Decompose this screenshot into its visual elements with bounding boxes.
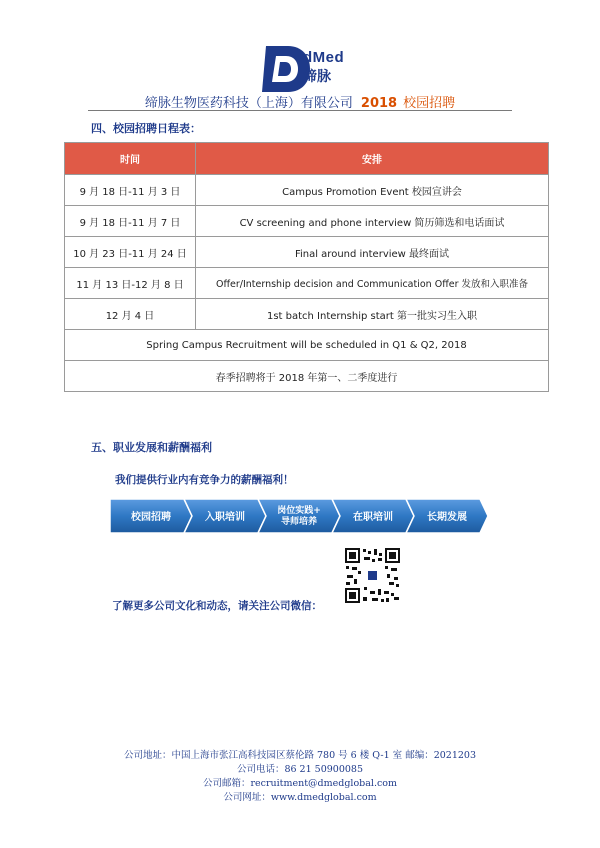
career-step-label: 在职培训 xyxy=(353,512,393,523)
company-name: 缔脉生物医药科技（上海）有限公司 xyxy=(144,96,353,111)
cell-plan: Offer/Internship decision and Communication Offer 发放和入职准备 xyxy=(196,268,549,299)
career-step xyxy=(406,499,488,533)
schedule-section-title: 四、校园招聘日程表： xyxy=(91,122,201,135)
career-step-label: 入职培训 xyxy=(205,512,245,523)
cell-plan: Final around interview 最终面试 xyxy=(196,237,549,268)
footer-address: 公司地址：中国上海市张江高科技园区蔡伦路 780 号 6 楼 Q-1 室 邮编：2021203 xyxy=(123,750,477,761)
header-year: 2018 xyxy=(360,96,398,111)
table-header-row xyxy=(65,143,549,175)
header-title xyxy=(0,92,600,111)
career-step xyxy=(110,499,192,533)
career-subtitle: 我们提供行业内有竞争力的薪酬福利！ xyxy=(115,474,294,486)
table-row xyxy=(65,237,549,268)
cell-time: 10 月 23 日-11 月 24 日 xyxy=(65,237,196,268)
career-section-title: 五、职业发展和薪酬福利 xyxy=(91,441,212,454)
table-row xyxy=(65,175,549,206)
column-header-time: 时间 xyxy=(65,143,196,175)
cell-plan: 1st batch Internship start 第一批实习生入职 xyxy=(196,299,549,330)
career-step xyxy=(332,499,414,533)
schedule-table xyxy=(64,142,549,392)
table-row-note-cn xyxy=(65,361,549,392)
logo-wordmark-en: dMed xyxy=(303,49,345,66)
footer-email: 公司邮箱：recruitment@dmedglobal.com xyxy=(202,778,398,789)
cell-time: 12 月 4 日 xyxy=(65,299,196,330)
table-row xyxy=(65,206,549,237)
note-cn: 春季招聘将于 2018 年第一、二季度进行 xyxy=(65,361,549,392)
career-step-label: 岗位实践+ xyxy=(277,506,321,516)
column-header-plan: 安排 xyxy=(196,143,549,175)
career-step xyxy=(258,499,340,533)
cell-plan: CV screening and phone interview 简历筛选和电话面试 xyxy=(196,206,549,237)
cell-plan: Campus Promotion Event 校园宣讲会 xyxy=(196,175,549,206)
cell-time: 11 月 13 日-12 月 8 日 xyxy=(65,268,196,299)
career-step-label: 长期发展 xyxy=(427,512,467,523)
table-row xyxy=(65,268,549,299)
career-step-label: 校园招聘 xyxy=(131,512,171,523)
career-step-label: 导师培养 xyxy=(280,517,318,527)
career-path-diagram xyxy=(108,496,488,536)
table-row xyxy=(65,299,549,330)
footer-phone: 公司电话：86 21 50900085 xyxy=(236,764,364,775)
career-step-arrow xyxy=(258,499,340,533)
wechat-qr-code xyxy=(344,547,401,604)
cell-time: 9 月 18 日-11 月 3 日 xyxy=(65,175,196,206)
logo-wordmark-cn: 缔脉 xyxy=(303,69,331,85)
wechat-follow-text: 了解更多公司文化和动态，请关注公司微信： xyxy=(112,600,322,612)
header-campaign: 校园招聘 xyxy=(403,96,456,111)
career-step xyxy=(184,499,266,533)
cell-time: 9 月 18 日-11 月 7 日 xyxy=(65,206,196,237)
table-row-note-en xyxy=(65,330,549,361)
note-en: Spring Campus Recruitment will be scheduled in Q1 & Q2, 2018 xyxy=(65,330,549,361)
footer-website: 公司网址：www.dmedglobal.com xyxy=(223,792,377,803)
header-divider xyxy=(88,110,512,111)
